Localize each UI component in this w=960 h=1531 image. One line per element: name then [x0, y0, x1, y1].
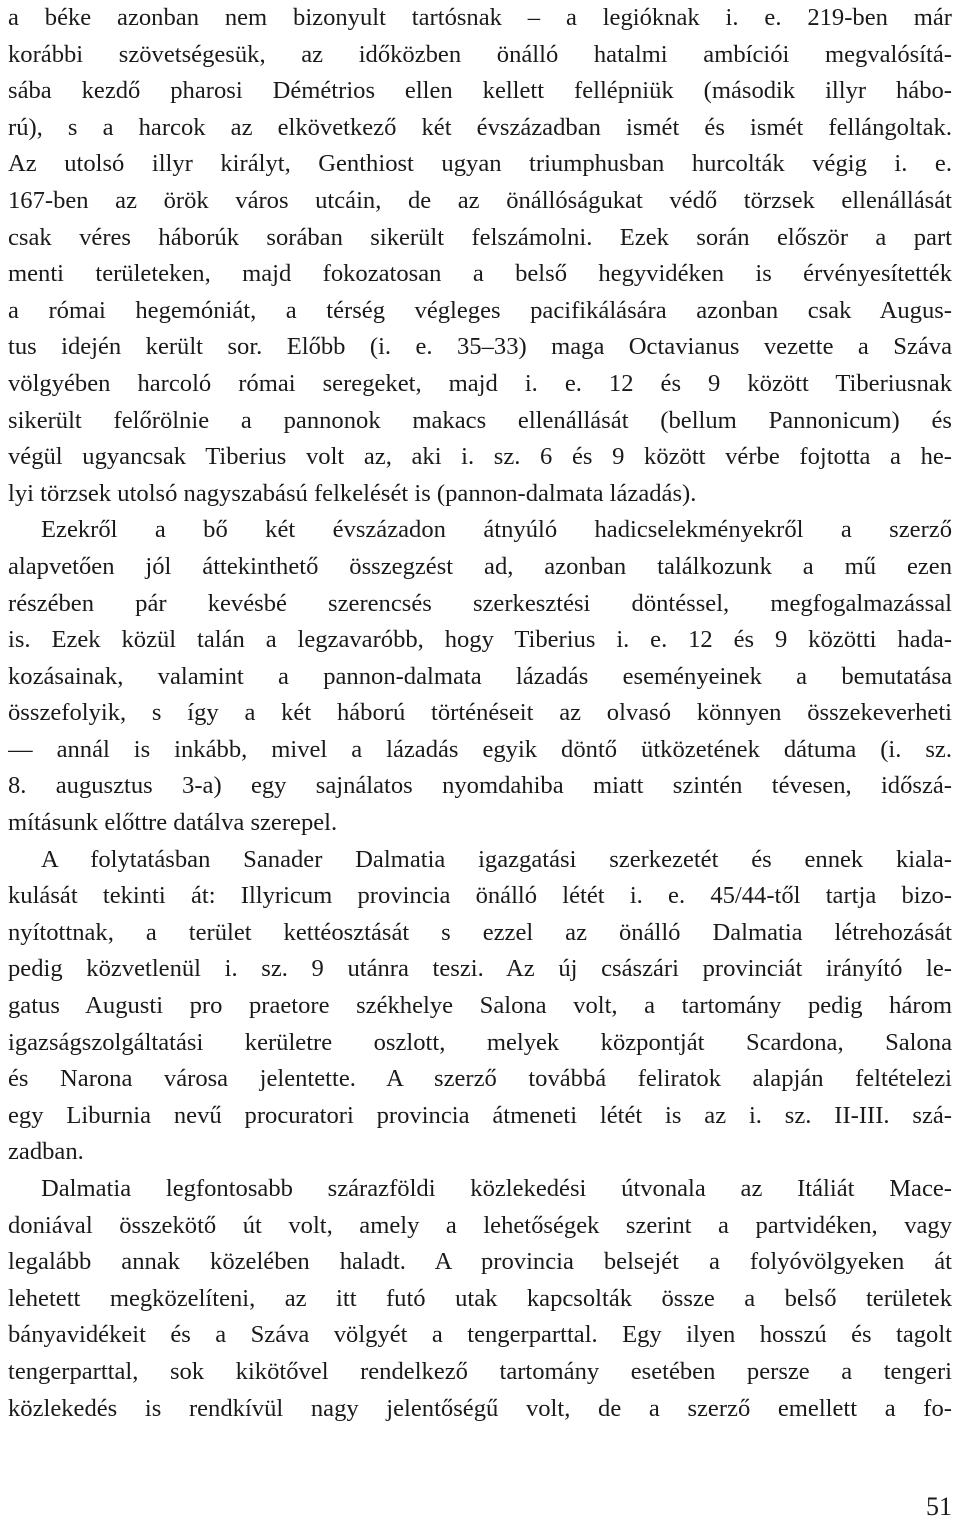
body-text: [8, 0, 952, 1427]
text-line: igazságszolgáltatási kerületre oszlott, melyek központját Scardona, Salona: [8, 1028, 952, 1056]
text-line: bányavidékeit és a Száva völgyét a tengerparttal. Egy ilyen hosszú és tagolt: [8, 1321, 952, 1349]
text-line: sába kezdő pharosi Démétrios ellen kellett fellépniük (második illyr hábo-: [8, 77, 952, 105]
text-line: csak véres háborúk sorában sikerült felszámolni. Ezek során először a part: [8, 223, 952, 251]
paragraph: [8, 0, 952, 512]
paragraph: [8, 512, 952, 841]
text-line: rú), s a harcok az elkövetkező két évszázadban ismét és ismét fellángoltak.: [8, 113, 952, 141]
text-line: korábbi szövetségesük, az időközben önálló hatalmi ambíciói megvalósítá-: [8, 40, 952, 68]
text-line: — annál is inkább, mivel a lázadás egyik döntő ütközetének dátuma (i. sz.: [8, 735, 952, 763]
text-line: 8. augusztus 3-a) egy sajnálatos nyomdahiba miatt szintén tévesen, időszá-: [8, 772, 952, 800]
text-line: pedig közvetlenül i. sz. 9 utánra teszi. Az új császári provinciát irányító le-: [8, 955, 952, 983]
text-line: zadban.: [8, 1138, 84, 1166]
document-page: [8, 0, 952, 1531]
text-line: menti területeken, majd fokozatosan a belső hegyvidéken is érvényesítették: [8, 260, 952, 288]
text-line: végül ugyancsak Tiberius volt az, aki i. sz. 6 és 9 között vérbe fojtotta a he-: [8, 443, 952, 471]
text-line: nyítottnak, a terület kettéosztását s ezzel az önálló Dalmatia létrehozását: [8, 918, 952, 946]
text-line: Az utolsó illyr királyt, Genthiost ugyan triumphusban hurcolták végig i. e.: [8, 150, 952, 178]
text-line: sikerült felőrölnie a pannonok makacs ellenállását (bellum Pannonicum) és: [8, 406, 952, 434]
text-line: Ezekről a bő két évszázadon átnyúló hadicselekményekről a szerző: [41, 516, 952, 544]
text-line: a római hegemóniát, a térség végleges pacifikálására azonban csak Augus-: [8, 296, 952, 324]
text-line: tus idején került sor. Előbb (i. e. 35–33) maga Octavianus vezette a Száva: [8, 333, 952, 361]
text-line: 167-ben az örök város utcáin, de az önállóságukat védő törzsek ellenállását: [8, 186, 952, 214]
text-line: tengerparttal, sok kikötővel rendelkező tartomány esetében persze a tengeri: [8, 1357, 952, 1385]
text-line: Dalmatia legfontosabb szárazföldi közlekedési útvonala az Itáliát Mace-: [41, 1175, 952, 1202]
paragraph: [8, 1171, 952, 1427]
text-line: közlekedés is rendkívül nagy jelentőségű volt, de a szerző emellett a fo-: [8, 1394, 952, 1422]
text-line: lyi törzsek utolsó nagyszabású felkelését is (pannon-dalmata lázadás).: [8, 479, 697, 507]
text-line: legalább annak közelében haladt. A provincia belsejét a folyóvölgyeken át: [8, 1248, 952, 1276]
text-line: mításunk előttre datálva szerepel.: [8, 809, 338, 837]
text-line: a béke azonban nem bizonyult tartósnak – a legióknak i. e. 219-ben már: [8, 4, 952, 31]
text-line: A folytatásban Sanader Dalmatia igazgatási szerkezetét és ennek kiala-: [41, 845, 952, 873]
text-line: doniával összekötő út volt, amely a lehetőségek szerint a partvidéken, vagy: [8, 1211, 952, 1239]
text-line: részében pár kevésbé szerencsés szerkesztési döntéssel, megfogalmazással: [8, 589, 952, 617]
text-line: völgyében harcoló római seregeket, majd i. e. 12 és 9 között Tiberiusnak: [8, 369, 952, 397]
text-line: gatus Augusti pro praetore székhelye Salona volt, a tartomány pedig három: [8, 992, 952, 1020]
text-line: kulását tekinti át: Illyricum provincia önálló létét i. e. 45/44-től tartja bizo-: [8, 882, 952, 910]
text-line: is. Ezek közül talán a legzavaróbb, hogy Tiberius i. e. 12 és 9 közötti hada-: [8, 626, 952, 654]
text-line: kozásainak, valamint a pannon-dalmata lázadás eseményeinek a bemutatása: [8, 662, 952, 690]
text-line: alapvetően jól áttekinthető összegzést ad, azonban találkozunk a mű ezen: [8, 552, 952, 580]
text-line: egy Liburnia nevű procuratori provincia átmeneti létét is az i. sz. II-III. szá-: [8, 1101, 952, 1129]
text-line: lehetett megközelíteni, az itt futó utak kapcsolták össze a belső területek: [8, 1284, 952, 1312]
page-number: 51: [926, 1492, 952, 1521]
text-line: és Narona városa jelentette. A szerző továbbá feliratok alapján feltételezi: [8, 1065, 952, 1093]
paragraph: [8, 842, 952, 1171]
text-line: összefolyik, s így a két háború történéseit az olvasó könnyen összekeverheti: [8, 699, 952, 727]
